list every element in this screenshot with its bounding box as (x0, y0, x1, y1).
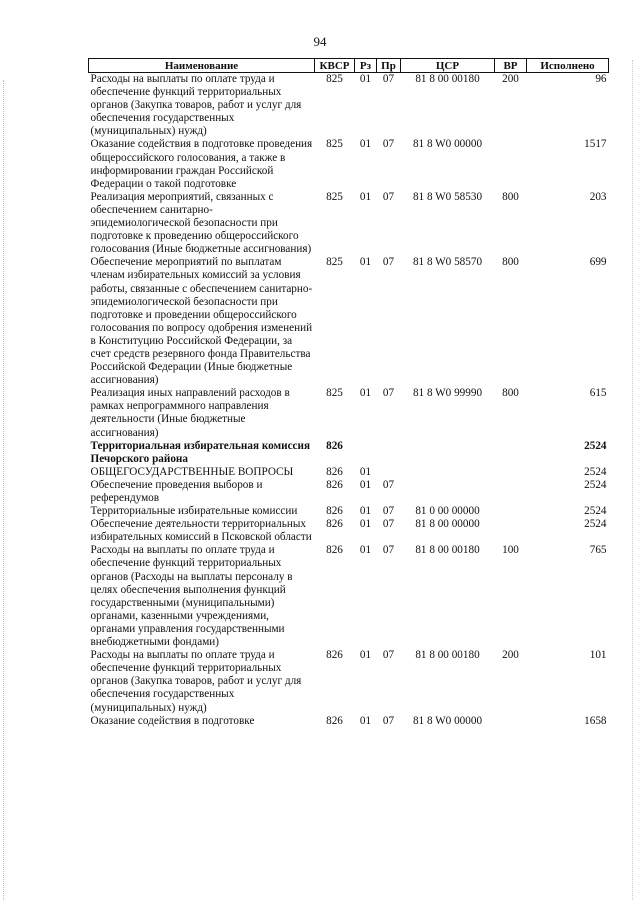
cell-vr (495, 715, 527, 728)
cell-csr: 81 8 W0 58530 (412, 190, 483, 203)
table-row (89, 466, 609, 479)
cell-vr: 200 (502, 649, 519, 662)
cell-pr: 07 (382, 649, 395, 662)
cell-csr (401, 440, 495, 466)
header-kvsr: КВСР (315, 59, 355, 73)
cell-name: ОБЩЕГОСУДАРСТВЕННЫЕ ВОПРОСЫ (90, 465, 294, 478)
cell-name: Реализация иных направлений расходов в рамках непрограммного направления деятельности (Иные бюджетные ассигнования) (90, 387, 290, 439)
cell-vr (495, 440, 527, 466)
cell-sum: 2524 (584, 465, 607, 478)
cell-pr: 07 (382, 544, 395, 557)
cell-kvsr: 826 (326, 439, 343, 452)
cell-sum: 2524 (584, 518, 607, 531)
scan-edge-left (3, 80, 5, 900)
cell-csr: 81 8 00 00180 (415, 649, 480, 662)
cell-kvsr: 825 (326, 138, 343, 151)
cell-pr (377, 440, 401, 466)
table-row (89, 715, 609, 728)
table-row (89, 518, 609, 544)
cell-vr (495, 518, 527, 544)
table-row (89, 387, 609, 439)
header-rz: Рз (355, 59, 377, 73)
cell-kvsr: 826 (326, 714, 343, 727)
table-row (89, 479, 609, 505)
cell-csr (401, 466, 495, 479)
cell-sum: 765 (589, 544, 607, 557)
header-pr: Пр (377, 59, 401, 73)
cell-csr: 81 8 00 00180 (415, 73, 480, 85)
cell-csr: 81 8 W0 00000 (412, 714, 483, 727)
cell-vr: 200 (502, 73, 519, 85)
cell-rz: 01 (359, 256, 372, 269)
table-row (89, 256, 609, 387)
cell-sum: 96 (595, 73, 607, 85)
cell-name: Обеспечение мероприятий по выплатам членам избирательных комиссий за условия работы, связанные с обеспечением санитарно-эпидемиологической безопасности при подготовке и проведении общероссийского голосования по вопросу одобрения изменений в Конституцию Российской Федерации, за счет средств резервного фонда Правительства Российской Федерации (Иные бюджетные ассигнования) (90, 256, 313, 387)
cell-rz: 01 (359, 714, 372, 727)
cell-name: Территориальные избирательные комиссии (90, 505, 298, 518)
cell-rz: 01 (359, 387, 372, 400)
cell-sum: 101 (589, 649, 607, 662)
cell-sum: 1517 (584, 138, 607, 151)
cell-pr: 07 (382, 518, 395, 531)
cell-kvsr: 825 (326, 256, 343, 269)
cell-rz: 01 (359, 544, 372, 557)
cell-name: Территориальная избирательная комиссия Печорского района (90, 439, 310, 465)
cell-name: Реализация мероприятий, связанных с обеспечением санитарно-эпидемиологической безопасности при подготовке к проведению общероссийского голосования (Иные бюджетные ассигнования) (90, 190, 312, 256)
cell-kvsr: 826 (326, 649, 343, 662)
cell-name: Оказание содействия в подготовке проведения общероссийского голосования, а также в информировании граждан Российской Федерации о такой подготовке (90, 138, 313, 190)
cell-vr: 800 (502, 190, 519, 203)
cell-rz: 01 (359, 649, 372, 662)
cell-vr (495, 479, 527, 505)
cell-vr: 100 (502, 544, 519, 557)
table-row (89, 544, 609, 649)
cell-csr: 81 8 00 00000 (415, 518, 480, 531)
cell-csr: 81 8 W0 99990 (412, 387, 483, 400)
page-number: 94 (313, 34, 327, 49)
cell-sum: 699 (589, 256, 607, 269)
cell-sum: 615 (589, 387, 607, 400)
cell-csr: 81 8 W0 00000 (412, 138, 483, 151)
table-row (89, 73, 609, 139)
header-csr: ЦСР (401, 59, 495, 73)
cell-sum: 2524 (584, 505, 607, 518)
table-row (89, 191, 609, 256)
cell-rz: 01 (359, 518, 372, 531)
cell-pr: 07 (382, 190, 395, 203)
cell-rz: 01 (359, 465, 372, 478)
budget-table (88, 58, 609, 728)
table-body (89, 73, 609, 728)
cell-name: Оказание содействия в подготовке (90, 714, 255, 727)
cell-name: Обеспечение проведения выборов и референдумов (90, 478, 263, 504)
cell-rz: 01 (359, 478, 372, 491)
table-row (89, 138, 609, 190)
cell-kvsr: 825 (326, 73, 343, 85)
cell-csr: 81 0 00 00000 (415, 505, 480, 518)
cell-kvsr: 826 (326, 518, 343, 531)
cell-sum: 2524 (584, 478, 607, 491)
cell-sum: 203 (589, 190, 607, 203)
cell-pr: 07 (382, 73, 395, 85)
table-row (89, 440, 609, 466)
cell-rz: 01 (359, 505, 372, 518)
cell-kvsr: 825 (326, 190, 343, 203)
header-name: Наименование (89, 59, 315, 73)
scan-edge-right (632, 60, 634, 900)
cell-pr: 07 (382, 256, 395, 269)
cell-name: Обеспечение деятельности территориальных избирательных комиссий в Псковской области (90, 518, 312, 544)
cell-vr: 800 (502, 256, 519, 269)
cell-vr (495, 138, 527, 190)
cell-rz: 01 (359, 190, 372, 203)
cell-rz (355, 440, 377, 466)
cell-name: Расходы на выплаты по оплате труда и обеспечение функций территориальных органов (Расходы на выплаты персоналу в целях обеспечения выполнения функций государственными (муниципальными) органами, казенными учреждениями, органами управления государственными внебюджетными фондами) (90, 544, 293, 649)
cell-kvsr: 826 (326, 505, 343, 518)
cell-vr (495, 505, 527, 518)
cell-sum: 2524 (584, 439, 607, 452)
cell-vr: 800 (502, 387, 519, 400)
cell-vr (495, 466, 527, 479)
cell-sum: 1658 (584, 714, 607, 727)
cell-kvsr: 825 (326, 387, 343, 400)
cell-kvsr: 826 (326, 544, 343, 557)
cell-name: Расходы на выплаты по оплате труда и обеспечение функций территориальных органов (Закупка товаров, работ и услуг для обеспечения государственных (муниципальных) нужд) (90, 73, 302, 138)
table-row (89, 649, 609, 714)
cell-kvsr: 826 (326, 478, 343, 491)
cell-pr: 07 (382, 138, 395, 151)
cell-kvsr: 826 (326, 465, 343, 478)
cell-name: Расходы на выплаты по оплате труда и обеспечение функций территориальных органов (Закупка товаров, работ и услуг для обеспечения государственных (муниципальных) нужд) (90, 649, 302, 714)
cell-csr (401, 479, 495, 505)
header-sum: Исполнено (527, 59, 609, 73)
cell-pr: 07 (382, 387, 395, 400)
cell-pr: 07 (382, 505, 395, 518)
cell-pr (377, 466, 401, 479)
table-header-row (89, 59, 609, 73)
cell-rz: 01 (359, 73, 372, 85)
cell-rz: 01 (359, 138, 372, 151)
cell-pr: 07 (382, 478, 395, 491)
cell-csr: 81 8 00 00180 (415, 544, 480, 557)
table-row (89, 505, 609, 518)
header-vr: ВР (495, 59, 527, 73)
cell-pr: 07 (382, 714, 395, 727)
cell-csr: 81 8 W0 58570 (412, 256, 483, 269)
